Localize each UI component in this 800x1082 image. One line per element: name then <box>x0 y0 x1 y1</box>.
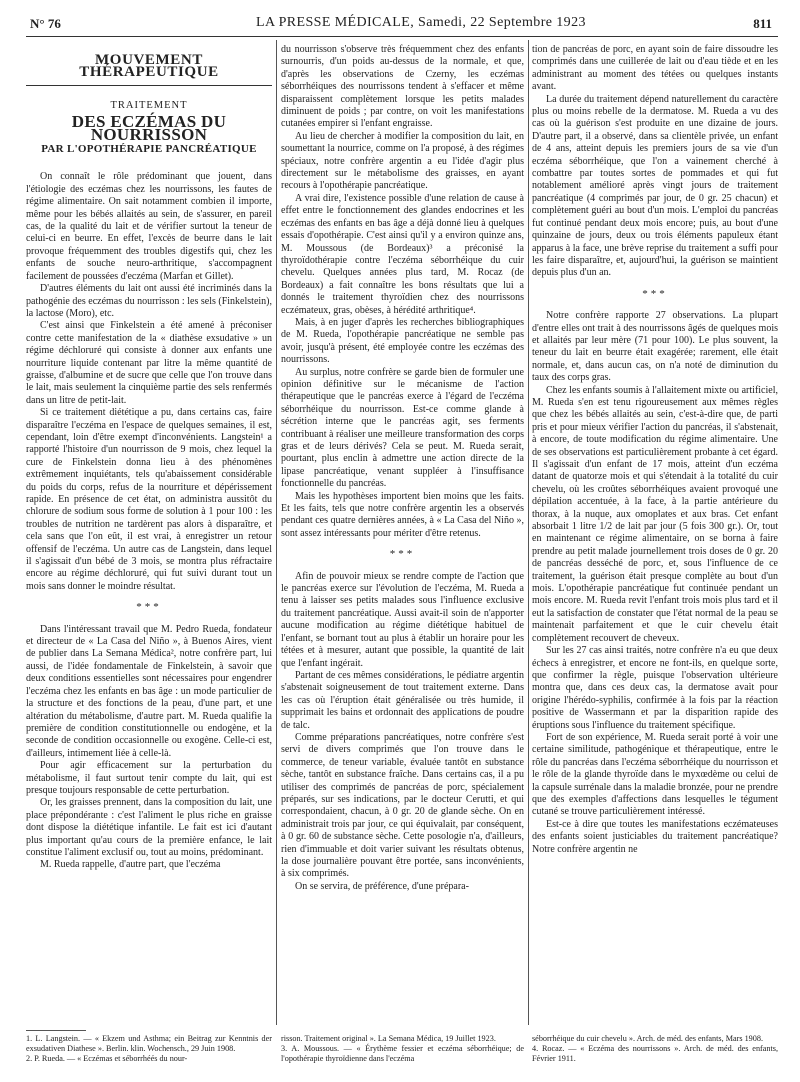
paragraph: Mais, à en juger d'après les recherches bibliographiques de M. Rueda, l'opothérapie pancréatique ne semble pas avoir, jusqu'à présent, été employée contre les eczémas des nourrissons. <box>281 316 524 366</box>
column-rule <box>528 40 529 1025</box>
journal-title: LA PRESSE MÉDICALE, Samedi, 22 Septembre 1923 <box>256 15 586 30</box>
paragraph: La durée du traitement dépend naturellement du caractère plus ou moins rebelle de la dermatose. M. Rueda a vu des cas où la guérison s'est produite en une dizaine de jours. D'autre part, il a observé, dans sa clientèle privée, un enfant de 4 ans, atteint depuis les premiers jours de sa vie d'un eczéma séborrhéique, que l'on a vainement cherché à combattre par toutes sortes de pommades et qui fut notablement amélioré après vingt jours de traitement pancréatique (4 comprimés par jour, de 0 gr. 25 chacun) et complètement guéri au bout d'un mois. L'emploi du pancréas fut continué pendant deux mois encore; puis, au bout d'une quinzaine de jours, deux ou trois éléments papuleux étant apparus à la face, une brève reprise du traitement a suffi pour les faire disparaître, et, aujourd'hui, la guérison se maintient depuis plus d'un an. <box>532 93 778 279</box>
paragraph: C'est ainsi que Finkelstein a été amené à préconiser contre cette manifestation de la « diathèse exsudative » un régime déchloruré qui consiste à donner aux enfants une nourriture liquide contenant par litre la même quantité de graisse, d'albumine et de sucre que celle que l'on trouve dans le lait, mais seulement la cinquième partie des sels renfermés dans un litre de petit-lait. <box>26 320 272 406</box>
footnote: séborrhéique du cuir chevelu ». Arch. de méd. des enfants, Mars 1908. <box>532 1034 764 1043</box>
section-title: MOUVEMENT THÉRAPEUTIQUE <box>26 44 272 86</box>
paragraph: Comme préparations pancréatiques, notre confrère s'est servi de divers comprimés que l'on trouve dans le commerce, de teneur variable, évaluée tantôt en substance sèche, tantôt en substance fraîche. Dans certains cas, il a pu utiliser des comprimés de pancréas de porc, spécialement préparés, sur ses indications, par le docteur Cerutti, et qui correspondaient, chacun, à 0 gr. 20 de glande sèche. On en administrait trois par jour, ce qui équivalait, par conséquent, à 0 gr. 60 de substance sèche. Cette posologie n'a, d'ailleurs, rien d'immuable et doit varier suivant les résultats obtenus, la dose journalière pouvant être portée, sans inconvénients, à six comprimés. <box>281 731 524 880</box>
footnote-rule <box>26 1030 86 1031</box>
paragraph: Dans l'intéressant travail que M. Pedro Rueda, fondateur et directeur de « La Casa del Niño », à Buenos Aires, vient de publier dans La Semana Médica², notre confrère part, lui aussi, de l'idée fondamentale de Finkelstein, à savoir que deux conditions essentielles sont nécessaires pour engendrer l'eczéma chez les enfants en bas âge : un mode particulier de la structure et des fonctions de la peau, d'une part, et une altération du métabolisme, d'autre part. M. Rueda qualifie la première de condition constitutionnelle ou endogène, et la seconde de condition occasionnelle ou exogène. Celle-ci est, d'ailleurs, intimement liée à celle-là. <box>26 623 272 759</box>
paragraph: Pour agir efficacement sur la perturbation du métabolisme, il faut surtout tenir compte du lait, qui est presque toujours responsable de cette perturbation. <box>26 760 272 796</box>
paragraph: Sur les 27 cas ainsi traités, notre confrère n'a eu que deux échecs à enregistrer, et encore ne font-ils, en quelque sorte, que confirmer la règle, puisque l'observation ultérieure montra que, dans ces deux cas, la dermatose avait pour origine l'hérédo-syphilis, confirmée à la fois par la réaction positive de Wassermann et par la disparition rapide des éruptions sous l'influence du traitement spécifique. <box>532 645 778 731</box>
footnotes-column-1 <box>26 1034 272 1064</box>
paragraph: On connaît le rôle prédominant que jouent, dans l'étiologie des eczémas chez les nourrissons, les fautes de régime alimentaire. On sait notamment combien il importe, même pour les bébés allaités au sein, de s'assurer, en pareil cas, de la qualité du lait et de vérifier surtout la teneur de celui-ci en beurre. En effet, l'excès de beurre dans le lait provoque fréquemment des troubles digestifs qui, chez les enfants de souche neuro-arthritique, s'accompagnent facilement de poussées d'eczéma (Marfan et Gillet). <box>26 171 272 282</box>
paragraph: tion de pancréas de porc, en ayant soin de faire dissoudre les comprimés dans une cuillerée de lait ou d'eau tiède et en les administrant au moment des tétées ou quelques instants avant. <box>532 44 778 93</box>
footnotes-column-2 <box>281 1034 524 1064</box>
footnotes-column-3 <box>532 1034 778 1064</box>
footnote: risson. Traitement original ». La Semana Médica, 19 Juillet 1923. <box>281 1034 496 1043</box>
article-subhead: PAR L'OPOTHÉRAPIE PANCRÉATIQUE <box>41 143 257 156</box>
paragraph: Partant de ces mêmes considérations, le pédiatre argentin s'abstenait soigneusement de tout traitement externe. Dans les cas où l'éruption était généralisée ou très humide, il supprimait les bains et ordonnait des applications de poudre de talc. <box>281 669 524 731</box>
paragraph: A vrai dire, l'existence possible d'une relation de cause à effet entre le fonctionnement des glandes endocrines et les eczémas des enfants en bas âge a déjà donné lieu à quelques essais d'opothérapie. C'est ainsi qu'il y a environ quinze ans, M. Moussous (de Bordeaux)³ a préconisé la thyroïdothérapie contre l'eczéma séborrhéique du cuir chevelu. Quelques années plus tard, M. Rocaz (de Bordeaux) a fait connaître les bons résultats que lui a donnés le traitement thyroïdien chez des nourrissons eczémateux, gras, obèses, à hérédité arthritique⁴. <box>281 192 524 316</box>
footnote: 3. A. Moussous. — « Érythème fessier et eczéma séborrhéique; de l'opothérapie thyroïdienne dans l'eczéma <box>281 1044 524 1063</box>
issue-number: N° 76 <box>30 16 61 31</box>
article-kicker: TRAITEMENT <box>110 99 188 111</box>
article-headline: DES ECZÉMAS DU NOURRISSON <box>71 112 227 144</box>
column-3 <box>532 44 778 856</box>
paragraph: Chez les enfants soumis à l'allaitement mixte ou artificiel, M. Rueda s'en est tenu rigoureusement aux mêmes règles que chez les bébés allaités au sein, c'est-à-dire que, de parti pris et pour mieux vérifier l'action du pancréas, il s'abstenait, à encore, de toute modification du régime alimentaire. Une de ses observations est particulièrement probante à cet égard. Il s'agissait d'un enfant de 17 mois, atteint d'un eczéma datant de quatorze mois et qui s'étendait à la totalité du cuir chevelu, où les croûtes séborrhéiques avaient provoqué une dépilation accentuée, à la face, à la partie antérieure du thorax, à la nuque, aux omoplates et aux bras. Cet enfant absorbait 1 litre 1/2 de lait par jour (5 fois 300 gr.). Or, tout en maintenant ce régime alimentaire, on se borna à faire prendre au petit malade journellement trois doses de 0 gr. 20 de pancréas desséché de porc, et, sous l'influence de ce traitement, la guérison était presque complète au bout d'un mois. L'opothérapie pancréatique fut continuée pendant un mois encore. M. Rueda revit l'enfant trois mois plus tard et il eut la satisfaction de constater que l'état normal de la peau se maintenait parfaitement et que le cuir chevelu était complètement recouvert de cheveux. <box>532 384 778 644</box>
paragraph: D'autres éléments du lait ont aussi été incriminés dans la pathogénie des eczémas du nourrisson : les sels (Finkelstein), la lactose (Moro), etc. <box>26 283 272 319</box>
paragraph: M. Rueda rappelle, d'autre part, que l'eczéma <box>40 859 221 871</box>
paragraph: du nourrisson s'observe très fréquemment chez des enfants surnourris, d'un poids au-dessus de la normale, et que, d'après les observations de Czerny, les eczémas séborrhéiques des nourrissons tendent à s'effacer et même disparaissent complètement lorsque les petits malades diminuent de poids ; par contre, on voit les manifestations cutanées empirer si l'enfant engraisse. <box>281 44 524 130</box>
page-header <box>26 14 778 37</box>
paragraph: On se servira, de préférence, d'une prépara- <box>295 880 469 892</box>
paragraph: Si ce traitement diététique a pu, dans certains cas, faire disparaître l'eczéma en l'espace de quelques semaines, il est, cependant, loin d'être exempt d'inconvénients. Langstein¹ a rapporté l'histoire d'un nourrisson de 9 mois, chez lequel la cure de Finkelstein donna lieu à des phénomènes extrêmement inquiétants, tels qu'abaissement considérable du poids du corps, refus de la nourriture et dépérissement rapide. En présence de cet état, on administra aussitôt du chlorure de sodium sous forme de solution à 1 pour 100 : les troubles de nutrition ne tardèrent pas alors à disparaître, et cela sans que l'on eût, il est vrai, à enregistrer un retour offensif de l'eczéma. Un autre cas de Langstein, dans lequel il s'agissait d'un bébé de 3 mois, se montra plus réfractaire encore au régime déchloruré, qui fut suivi durant tout un mois sans donner le moindre résultat. <box>26 407 272 592</box>
paragraph: Mais les hypothèses importent bien moins que les faits. Et les faits, tels que notre confrère argentin les a observés pendant ces quatre dernières années, à « La Casa del Niño », sont assez intéressants pour mériter d'être retenus. <box>281 490 524 539</box>
column-rule <box>276 40 277 1025</box>
footnote: 1. L. Langstein. — « Ekzem und Asthma; ein Beitrag zur Kenntnis der exsudativen Diathese ». Berlin. klin. Wochensch., 29 Juin 1908. <box>26 1034 272 1053</box>
section-break: *** <box>642 287 668 300</box>
column-2 <box>281 44 524 893</box>
paragraph: Fort de son expérience, M. Rueda serait porté à voir une certaine similitude, pathogénique et thérapeutique, entre le rôle du pancréas dans l'eczéma séborrhéique du nourrisson et le rôle de la glande thyroïde dans le myxœdème ou celui de la capsule surrénale dans la maladie bronzée, pour ne prendre que des exemples d'affections dans lesquelles le tégument cutané se trouve particulièrement intéressé. <box>532 731 778 818</box>
paragraph: Est-ce à dire que toutes les manifestations eczémateuses des enfants soient justiciables du traitement pancréatique? Notre confrère argentin ne <box>532 818 778 855</box>
page-number: 811 <box>753 16 772 31</box>
paragraph: Au lieu de chercher à modifier la composition du lait, en soumettant la nourrice, comme on l'a proposé, à des régimes spéciaux, notre confrère argentin a eu l'idée d'agir plus directement sur le métabolisme des graisses, en ayant recours à l'opothérapie pancréatique. <box>281 130 524 192</box>
section-break: *** <box>389 548 416 561</box>
paragraph: Au surplus, notre confrère se garde bien de formuler une opinion définitive sur le mécanisme de l'action thérapeutique que le pancréas exerce à l'égard de l'eczéma séborrhéique du nourrisson. Est-ce comme glande à sécrétion interne que le pancréas agit, ses ferments contribuant à réaliser une meilleure transformation des corps gras et de leurs dérivés? Cela se peut. M. Rueda serait, pourtant, plus enclin à admettre une action directe de la lipase pancréatique, venant suppléer à l'insuffisance fonctionnelle du pancréas. <box>281 366 524 490</box>
column-1 <box>26 44 272 872</box>
paragraph: Or, les graisses prennent, dans la composition du lait, une place prépondérante : c'est l'aliment le plus riche en graisse dont dispose la diététique infantile. Le fait est ici d'autant plus important qu'au cours de la première enfance, le lait constitue l'aliment exclusif ou, tout au moins, prédominant. <box>26 797 272 858</box>
footnote: 2. P. Rueda. — « Eczémas et séborrhéés du nour- <box>26 1054 188 1063</box>
footnote: 4. Rocaz. — « Eczéma des nourrissons ». Arch. de méd. des enfants, Février 1911. <box>532 1044 778 1063</box>
paragraph: Notre confrère rapporte 27 observations. La plupart d'entre elles ont trait à des nourrissons âgés de quelques mois et allaités par leur mère (71 pour 100). Le plus souvent, la teneur du lait en beurre était exagérée; rarement, elle était normale, et, dans aucun cas, on n'a noté de diminution du taux des corps gras. <box>532 310 778 384</box>
paragraph: Afin de pouvoir mieux se rendre compte de l'action que le pancréas exerce sur l'évolution de l'eczéma, M. Rueda a tenu à laisser ses petits malades sous l'influence exclusive du traitement pancréatique. Aussi avait-il soin de n'apporter aucune modification au régime diététique habituel de l'enfant, se bornant tout au plus à établir un horaire pour les tétées et à mesurer, autant que possible, la quantité de lait que l'enfant ingérait. <box>281 570 524 669</box>
section-break: *** <box>136 601 162 614</box>
